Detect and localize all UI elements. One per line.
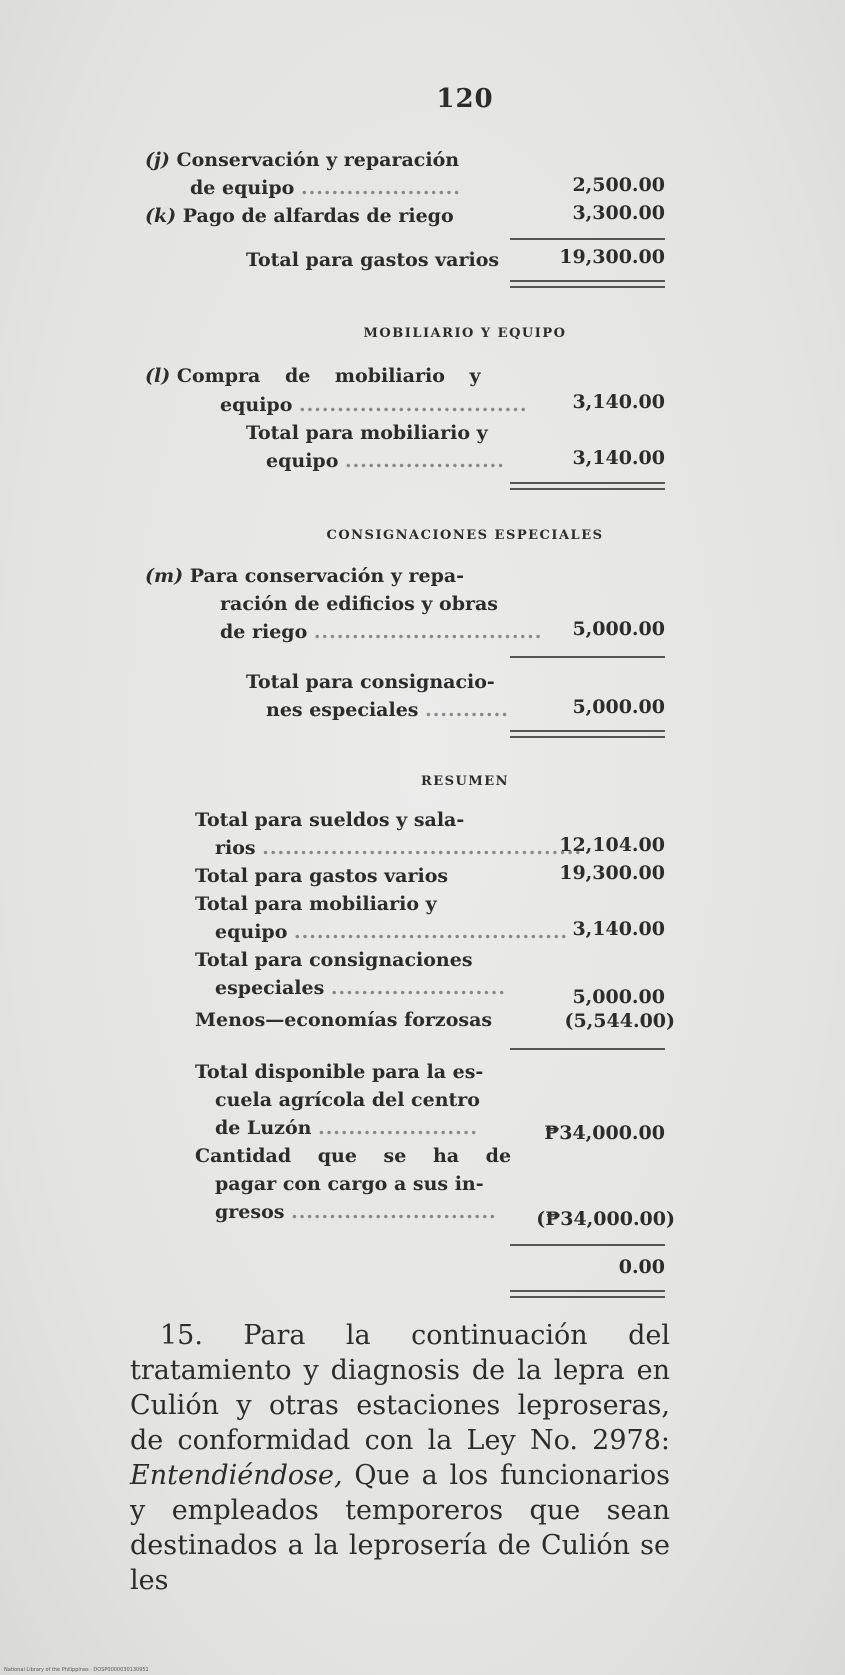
item-k-amount: 3,300.00 (572, 202, 665, 224)
total-gastos-label: Total para gastos varios (246, 249, 500, 271)
total-mobiliario-amount: 3,140.00 (572, 447, 665, 469)
resumen-r4-line2 (215, 974, 506, 1002)
total-mobiliario-label-2: equipo (266, 450, 339, 472)
item-m-amount: 5,000.00 (572, 618, 665, 640)
leader-dots: ....................... (330, 977, 507, 999)
rule (510, 656, 665, 658)
item-j-line2 (190, 174, 461, 202)
resumen-r5-label: Menos—economías forzosas (195, 1009, 493, 1031)
leader-dots: ..................... (345, 450, 505, 472)
page-number: 120 (436, 84, 494, 114)
resumen-r1-label-2: rios (215, 837, 256, 859)
resumen-r3-line2 (215, 918, 568, 946)
resumen-r7-label-1: Cantidad que se ha de (195, 1145, 512, 1167)
leader-dots: .................................... (294, 921, 569, 943)
item-l (145, 362, 481, 390)
resumen-r6-label-3: de Luzón (215, 1117, 312, 1139)
resumen-r3-label-1: Total para mobiliario y (195, 893, 437, 915)
section-heading-consignaciones: CONSIGNACIONES ESPECIALES (326, 528, 604, 543)
total-mobiliario-line2 (266, 447, 505, 475)
leader-dots: .............................. (313, 621, 543, 643)
double-rule (510, 280, 665, 288)
item-l-text-2: equipo (220, 394, 293, 416)
rule (510, 1244, 665, 1246)
resumen-r3-label-2: equipo (215, 921, 288, 943)
leader-dots: ..................... (318, 1117, 478, 1139)
total-consignaciones-label-1: Total para consignacio- (246, 671, 495, 693)
double-rule (510, 1290, 665, 1298)
paragraph-italic: Entendiéndose, (130, 1460, 343, 1491)
item-m-label: (m) (145, 565, 184, 587)
section-heading-resumen: RESUMEN (420, 774, 510, 789)
resumen-r6-line3 (215, 1114, 478, 1142)
total-gastos-amount: 19,300.00 (559, 246, 665, 268)
item-j-amount: 2,500.00 (572, 174, 665, 196)
item-m-text-3: de riego (220, 621, 308, 643)
resumen-r7-line3 (215, 1198, 497, 1226)
resumen-r6-label-2: cuela agrícola del centro (215, 1089, 480, 1111)
paragraph-text-after: Que a los funcionarios y empleados temporeros que sean destinados a la leprosería de Culión se les (130, 1460, 670, 1596)
double-rule (510, 482, 665, 490)
item-k (145, 202, 454, 230)
scan-footer: National Library of the Philippines · DOSP0000030130951 (4, 1667, 149, 1673)
item-l-label: (l) (145, 365, 171, 387)
resumen-r3-amount: 3,140.00 (572, 918, 665, 940)
item-l-amount: 3,140.00 (572, 391, 665, 413)
item-j-label: (j) (145, 149, 170, 171)
resumen-r5-amount: (5,544.00) (564, 1010, 675, 1032)
paragraph-number: 15. (160, 1320, 203, 1351)
paragraph-15 (130, 1318, 670, 1598)
resumen-r1-amount: 12,104.00 (559, 834, 665, 856)
leader-dots: ........... (425, 699, 509, 721)
resumen-r2-label: Total para gastos varios (195, 865, 449, 887)
item-l-text-1: Compra de mobiliario y (176, 365, 481, 387)
resumen-r7-amount: (₱34,000.00) (536, 1208, 675, 1230)
resumen-r4-label-2: especiales (215, 977, 325, 999)
item-k-text: Pago de alfardas de riego (182, 205, 454, 227)
total-consignaciones-amount: 5,000.00 (572, 696, 665, 718)
leader-dots: .............................. (299, 394, 528, 416)
resumen-r7-label-3: gresos (215, 1201, 285, 1223)
item-k-label: (k) (145, 205, 177, 227)
leader-dots: .......................................... (262, 837, 583, 859)
item-l-line2 (220, 391, 527, 419)
section-heading-mobiliario: MOBILIARIO Y EQUIPO (363, 326, 567, 341)
resumen-r2-amount: 19,300.00 (559, 862, 665, 884)
item-m (145, 562, 464, 590)
item-m-text-2: ración de edificios y obras (220, 593, 499, 615)
leader-dots: ..................... (300, 177, 461, 199)
resumen-r4-label-1: Total para consignaciones (195, 949, 473, 971)
leader-dots: ........................... (291, 1201, 497, 1223)
total-mobiliario-label-1: Total para mobiliario y (246, 422, 488, 444)
resumen-r7-label-2: pagar con cargo a sus in- (215, 1173, 484, 1195)
paragraph-text-before: Para la continuación del tratamiento y diagnosis de la lepra en Culión y otras estaciones leproseras, de conformidad con la Ley No. 2978: (130, 1320, 670, 1456)
resumen-r6-label-1: Total disponible para la es- (195, 1061, 484, 1083)
item-j-text-1: Conservación y reparación (176, 149, 460, 171)
item-j-text-2: de equipo (190, 177, 295, 199)
resumen-r1-line2 (215, 834, 582, 862)
item-m-line3 (220, 618, 542, 646)
total-consignaciones-line2 (266, 696, 509, 724)
rule (510, 1048, 665, 1050)
resumen-r6-amount: ₱34,000.00 (544, 1122, 665, 1144)
item-m-text-1: Para conservación y repa- (189, 565, 465, 587)
resumen-r4-amount: 5,000.00 (572, 986, 665, 1008)
double-rule (510, 730, 665, 738)
item-j (145, 146, 459, 174)
resumen-r1-label-1: Total para sueldos y sala- (195, 809, 465, 831)
resumen-final-amount: 0.00 (618, 1256, 665, 1278)
total-consignaciones-label-2: nes especiales (266, 699, 419, 721)
rule (510, 238, 665, 240)
